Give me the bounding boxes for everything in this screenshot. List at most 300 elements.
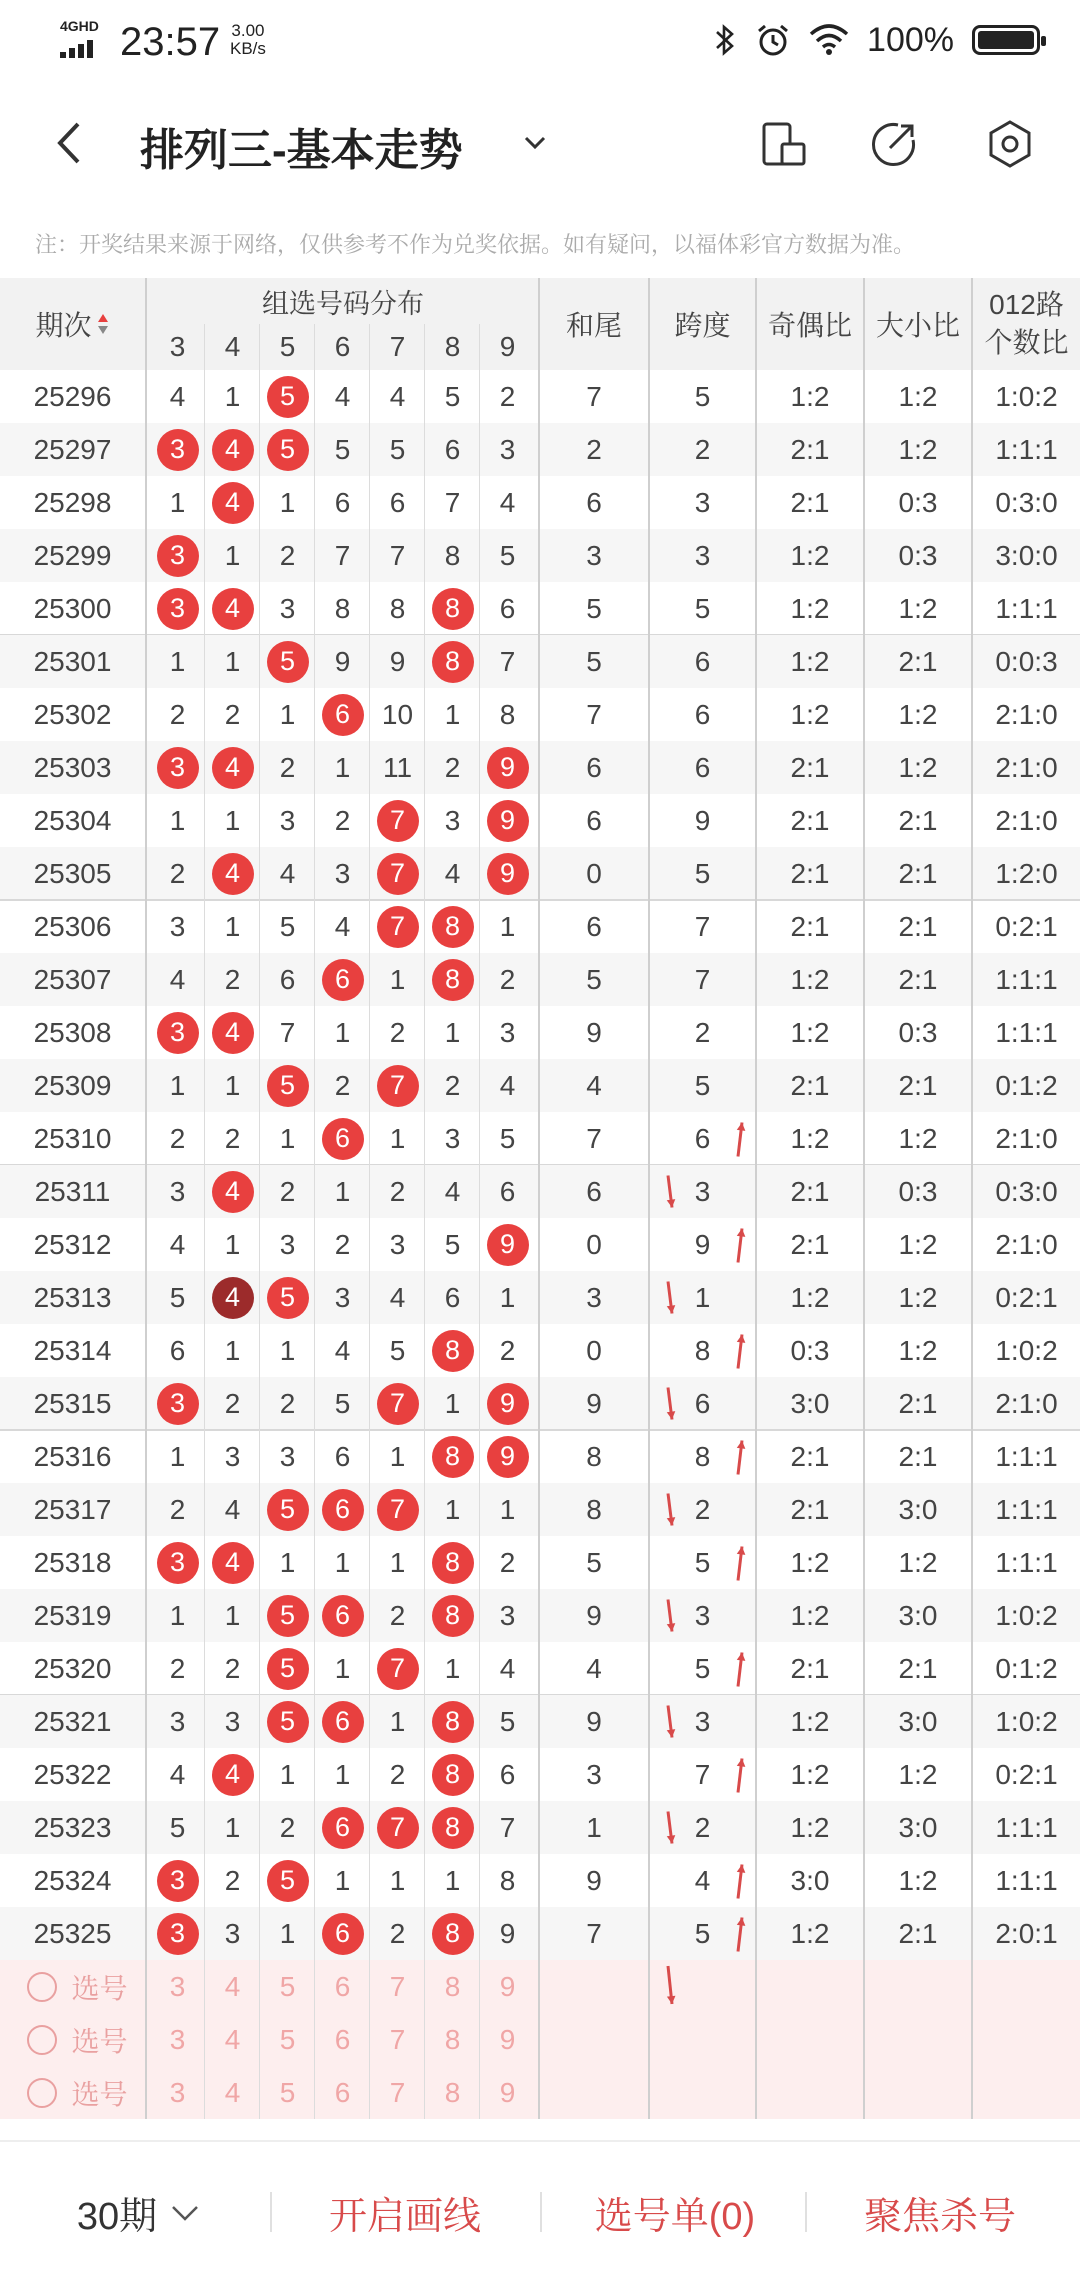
chevron-down-icon[interactable] [520,128,550,158]
digit-cell: 6 [334,486,351,518]
pick-digit[interactable]: 4 [224,2023,241,2055]
pick-digit[interactable]: 8 [444,2023,461,2055]
radio-circle-icon[interactable] [27,1972,57,2002]
route-header [973,278,1080,370]
route-cell: 2:1:0 [995,804,1058,836]
digit-cell: 3 [499,433,516,465]
disclaimer-notice: 注：开奖结果来源于网络，仅供参考不作为兑奖依据。如有疑问，以福体彩官方数据为准。 [35,232,916,257]
back-arrow-icon[interactable] [50,118,90,168]
page-title[interactable]: 排列三-基本走势 [140,126,463,175]
bs-cell: 2:1 [898,645,938,677]
digit-cell [425,635,480,688]
digit-cell: 5 [444,1228,461,1260]
digit-cell [370,794,425,847]
digit-cell: 1 [279,1334,296,1366]
digit-cell [150,1377,205,1430]
digit-cell: 11 [382,751,413,783]
digit-cell: 3 [334,1281,351,1313]
issue-cell: 25299 [33,539,112,571]
pick-digit[interactable]: 8 [444,2076,461,2108]
sumtail-cell: 8 [586,1493,602,1525]
oe-cell: 1:2 [790,1281,830,1313]
digit-cell: 2 [224,963,241,995]
table-row [0,423,1080,476]
hit-ball: 3 [157,588,199,630]
digit-cell: 5 [169,1811,186,1843]
oe-cell: 1:2 [790,698,830,730]
issue-cell: 25300 [33,592,112,624]
digit-cell: 4 [334,380,351,412]
hit-ball: 3 [157,1012,199,1054]
sumtail-cell: 5 [586,645,602,677]
table-row [0,1801,1080,1854]
issue-header[interactable] [0,278,145,370]
odd-even-header: 奇偶比 [767,310,852,341]
route-cell: 2:0:1 [995,1917,1058,1949]
digit-cell [205,1165,260,1218]
digit-cell: 4 [444,857,461,889]
hit-ball: 5 [267,1489,309,1531]
sumtail-cell: 6 [586,1175,602,1207]
sumtail-cell: 6 [586,910,602,942]
digit-cell: 4 [224,1493,241,1525]
pick-digit[interactable]: 9 [499,1970,516,2002]
digit-cell [370,1801,425,1854]
digit-cell [205,1271,260,1324]
pick-option[interactable] [10,2013,145,2066]
digit-cell [425,1695,480,1748]
header-grid-line [863,278,865,370]
digit-cell: 1 [499,1281,516,1313]
digit-header-5: 8 [444,331,461,362]
draw-line-button[interactable]: 开启画线 [328,2195,481,2238]
battery-icon [972,25,1040,55]
route-cell: 1:1:1 [995,1493,1058,1525]
table-row [0,1642,1080,1695]
digit-cell [150,1907,205,1960]
pick-label: 选号 [71,2025,128,2057]
digit-cell: 3 [224,1917,241,1949]
digit-cell [425,1324,480,1377]
digit-cell: 6 [334,1440,351,1472]
hit-ball: 4 [212,1277,254,1319]
hit-ball: 4 [212,588,254,630]
digit-cell: 2 [334,1228,351,1260]
pick-digit[interactable]: 9 [499,2076,516,2108]
digit-header-1: 4 [224,331,241,362]
digit-cell: 4 [499,1652,516,1684]
issue-cell: 25310 [33,1122,112,1154]
digit-cell: 3 [279,804,296,836]
pick-digit[interactable]: 3 [169,1970,186,2002]
digit-cell: 4 [389,380,406,412]
big-small-header: 大小比 [875,310,960,341]
share-icon[interactable] [868,118,920,170]
hit-ball: 8 [432,1913,474,1955]
digit-cell [260,1059,315,1112]
header-grid-line [204,324,205,370]
bs-cell: 3:0 [898,1705,938,1737]
hit-ball: 3 [157,535,199,577]
sort-icon[interactable] [96,310,110,338]
digit-cell: 2 [444,751,461,783]
digit-cell: 1 [389,1122,406,1154]
pick-digit[interactable]: 3 [169,2076,186,2108]
header-grid-line [479,324,480,370]
digit-cell: 1 [279,486,296,518]
digit-cell [480,1377,535,1430]
sumtail-cell: 4 [586,1652,602,1684]
digit-cell [425,900,480,953]
table-row [0,1324,1080,1377]
digit-cell: 1 [279,1758,296,1790]
digit-cell: 5 [499,1122,516,1154]
digit-cell [315,1907,370,1960]
signal-icon [60,38,100,58]
header-grid-line [369,324,370,370]
digit-cell: 7 [499,1811,516,1843]
pick-digit[interactable]: 5 [279,1970,296,2002]
issue-cell: 25303 [33,751,112,783]
digit-cell: 1 [389,1546,406,1578]
digit-cell: 1 [169,1599,186,1631]
digit-cell [260,635,315,688]
digit-cell: 6 [169,1334,186,1366]
sumtail-cell: 6 [586,751,602,783]
sumtail-cell: 7 [586,698,602,730]
digit-cell: 2 [499,1546,516,1578]
pick-digit[interactable]: 5 [279,2076,296,2108]
digit-cell: 1 [169,645,186,677]
oe-cell: 1:2 [790,1705,830,1737]
digit-cell: 3 [499,1016,516,1048]
digit-cell: 9 [499,1917,516,1949]
pick-digit[interactable]: 6 [334,1970,351,2002]
issue-cell: 25315 [33,1387,112,1419]
table-row [0,1483,1080,1536]
digit-cell [315,1589,370,1642]
digit-cell: 1 [444,1652,461,1684]
hit-ball: 4 [212,1542,254,1584]
oe-cell: 1:2 [790,645,830,677]
radio-circle-icon[interactable] [27,2078,57,2108]
issue-cell: 25312 [33,1228,112,1260]
table-header [0,278,1080,370]
pick-digit[interactable]: 7 [389,1970,406,2002]
pick-digit[interactable]: 6 [334,2023,351,2055]
pick-row [0,2013,1080,2066]
sumtail-cell: 7 [586,1122,602,1154]
bs-cell: 1:2 [898,1758,938,1790]
digit-header-6: 9 [499,331,516,362]
app-header [0,90,1080,200]
digit-cell [315,1483,370,1536]
bs-cell: 2:1 [898,1652,938,1684]
oe-cell: 2:1 [790,486,830,518]
oe-cell: 2:1 [790,433,830,465]
span-cell: 7 [694,1758,711,1790]
digit-cell [260,1854,315,1907]
table-row [0,953,1080,1006]
digit-cell [315,953,370,1006]
issue-cell: 25298 [33,486,112,518]
route-cell: 1:0:2 [995,1705,1058,1737]
clock: 23:57 [120,20,221,64]
digit-cell [370,1642,425,1695]
oe-cell: 1:2 [790,1758,830,1790]
span-cell: 8 [694,1440,711,1472]
bs-cell: 3:0 [898,1493,938,1525]
hit-ball: 5 [267,1648,309,1690]
digit-cell: 1 [334,1175,351,1207]
hit-ball: 7 [377,853,419,895]
route-cell: 1:1:1 [995,1546,1058,1578]
route-cell: 0:2:1 [995,910,1058,942]
digit-cell: 8 [499,698,516,730]
route-header-line2: 个数比 [984,327,1069,358]
pick-label: 选号 [71,2078,128,2110]
digit-cell [480,1430,535,1483]
hit-ball: 8 [432,641,474,683]
digit-cell: 2 [169,698,186,730]
route-cell: 1:1:1 [995,592,1058,624]
digit-cell [425,1536,480,1589]
bs-cell: 1:2 [898,751,938,783]
hit-ball: 7 [377,1807,419,1849]
span-cell: 2 [694,433,711,465]
phone-switch-icon[interactable] [758,118,810,170]
hit-ball: 7 [377,1065,419,1107]
sumtail-cell: 9 [586,1599,602,1631]
digit-cell: 1 [334,1758,351,1790]
digit-cell: 6 [499,592,516,624]
hit-ball: 7 [377,1648,419,1690]
table-row [0,900,1080,953]
digit-cell: 1 [169,1069,186,1101]
hit-ball: 4 [212,747,254,789]
sumtail-cell: 7 [586,1917,602,1949]
pick-digit[interactable]: 4 [224,2076,241,2108]
grid-line [204,370,205,2119]
group-header: 组选号码分布 [262,288,424,319]
digit-cell [425,1430,480,1483]
grid-line [479,370,480,2119]
bs-cell: 2:1 [898,1069,938,1101]
pick-digit[interactable]: 6 [334,2076,351,2108]
hit-ball: 5 [267,376,309,418]
settings-icon[interactable] [984,118,1036,170]
hit-ball: 3 [157,1542,199,1584]
table-row [0,1006,1080,1059]
issue-cell: 25309 [33,1069,112,1101]
digit-cell: 1 [224,1811,241,1843]
span-cell: 5 [694,857,711,889]
pick-digit[interactable]: 9 [499,2023,516,2055]
hit-ball: 7 [377,800,419,842]
digit-cell: 1 [224,1599,241,1631]
span-cell: 3 [694,1175,711,1207]
grid-line [145,370,147,2119]
digit-cell [150,582,205,635]
span-cell: 7 [694,963,711,995]
bs-cell: 2:1 [898,804,938,836]
digit-cell: 5 [499,1705,516,1737]
hit-ball: 3 [157,1860,199,1902]
sumtail-cell: 5 [586,963,602,995]
digit-cell [425,1907,480,1960]
radio-circle-icon[interactable] [27,2025,57,2055]
header-grid-line [538,278,540,370]
route-cell: 1:1:1 [995,963,1058,995]
issue-cell: 25319 [33,1599,112,1631]
digit-cell [150,529,205,582]
table-row [0,741,1080,794]
digit-cell: 8 [389,592,406,624]
digit-cell: 5 [334,433,351,465]
digit-cell [370,1377,425,1430]
digit-cell: 5 [444,380,461,412]
pick-list-button[interactable]: 选号单(0) [594,2195,756,2238]
digit-cell [315,1695,370,1748]
hit-ball: 5 [267,641,309,683]
issue-cell: 25316 [33,1440,112,1472]
digit-cell [370,1483,425,1536]
pick-digit[interactable]: 3 [169,2023,186,2055]
digit-cell: 3 [279,1228,296,1260]
oe-cell: 2:1 [790,751,830,783]
oe-cell: 1:2 [790,1917,830,1949]
sumtail-cell: 3 [586,1281,602,1313]
trend-table [0,278,1080,2110]
digit-cell [315,1801,370,1854]
bs-cell: 1:2 [898,1334,938,1366]
grid-line [648,370,650,2119]
table-row [0,1112,1080,1165]
hit-ball: 6 [322,1807,364,1849]
hit-ball: 6 [322,1595,364,1637]
digit-cell: 1 [224,804,241,836]
focus-kill-button[interactable]: 聚焦杀号 [863,2195,1016,2238]
digit-cell: 2 [224,1652,241,1684]
digit-cell: 1 [169,486,186,518]
digit-cell [480,741,535,794]
digit-cell: 1 [224,539,241,571]
pick-digit[interactable]: 7 [389,2023,406,2055]
sumtail-cell: 3 [586,539,602,571]
pick-digit[interactable]: 8 [444,1970,461,2002]
hit-ball: 6 [322,1489,364,1531]
digit-cell: 1 [169,1440,186,1472]
route-cell: 2:1:0 [995,751,1058,783]
digit-cell: 1 [444,1864,461,1896]
pick-digit[interactable]: 4 [224,1970,241,2002]
hit-ball: 4 [212,853,254,895]
issue-cell: 25314 [33,1334,112,1366]
digit-cell [150,1854,205,1907]
bs-cell: 1:2 [898,380,938,412]
issue-cell: 25321 [33,1705,112,1737]
span-cell: 7 [694,910,711,942]
hit-ball: 9 [487,1224,529,1266]
sumtail-cell: 7 [586,380,602,412]
pick-digit[interactable]: 5 [279,2023,296,2055]
hit-ball: 9 [487,800,529,842]
pick-option[interactable] [10,2066,145,2119]
oe-cell: 2:1 [790,1493,830,1525]
digit-cell: 2 [169,1122,186,1154]
digit-cell: 1 [444,698,461,730]
route-cell: 0:2:1 [995,1758,1058,1790]
oe-cell: 1:2 [790,1811,830,1843]
grid-line [259,370,260,2119]
digit-cell: 5 [389,433,406,465]
table-row [0,370,1080,423]
bs-cell: 3:0 [898,1811,938,1843]
pick-option[interactable] [10,1960,145,2013]
grid-line [314,370,315,2119]
bs-cell: 2:1 [898,1917,938,1949]
oe-cell: 1:2 [790,1122,830,1154]
digit-cell: 3 [499,1599,516,1631]
digit-cell: 2 [169,857,186,889]
span-header: 跨度 [674,310,731,341]
hit-ball: 8 [432,1701,474,1743]
digit-cell: 4 [499,1069,516,1101]
hit-ball: 5 [267,429,309,471]
digit-cell: 2 [279,539,296,571]
digit-cell: 2 [279,751,296,783]
oe-cell: 1:2 [790,1546,830,1578]
digit-cell [205,1748,260,1801]
digit-cell: 1 [389,1705,406,1737]
table-row [0,1536,1080,1589]
chevron-down-icon [167,2197,203,2227]
periods-selector[interactable] [40,2142,240,2282]
digit-cell: 9 [334,645,351,677]
digit-cell: 1 [389,1864,406,1896]
bs-cell: 2:1 [898,963,938,995]
header-grid-line [648,278,650,370]
status-bar [0,0,1080,80]
hit-ball: 4 [212,1171,254,1213]
grid-line [755,370,757,2119]
hit-ball: 5 [267,1277,309,1319]
issue-cell: 25320 [33,1652,112,1684]
pick-digit[interactable]: 7 [389,2076,406,2108]
digit-cell [150,1536,205,1589]
hit-ball: 8 [432,1595,474,1637]
table-row [0,847,1080,900]
issue-cell: 25305 [33,857,112,889]
hit-ball: 8 [432,1542,474,1584]
digit-cell [370,1059,425,1112]
hit-ball: 8 [432,588,474,630]
oe-cell: 1:2 [790,539,830,571]
digit-cell [480,847,535,900]
digit-cell [150,741,205,794]
digit-cell: 3 [169,910,186,942]
bs-cell: 1:2 [898,592,938,624]
digit-cell: 3 [444,804,461,836]
bluetooth-icon [713,23,737,57]
span-cell: 6 [694,1122,711,1154]
digit-cell: 1 [444,1493,461,1525]
header-grid-line [145,278,147,370]
bs-cell: 1:2 [898,698,938,730]
route-cell: 0:1:2 [995,1069,1058,1101]
oe-cell: 1:2 [790,1599,830,1631]
oe-cell: 2:1 [790,804,830,836]
